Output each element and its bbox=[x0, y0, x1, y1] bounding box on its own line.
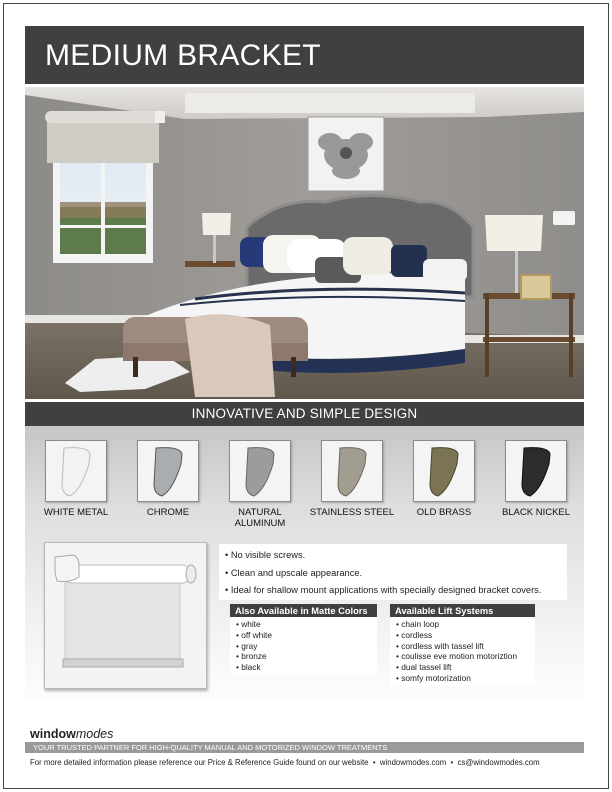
bracket-shape bbox=[62, 448, 90, 496]
finish-label: NATURAL ALUMINUM bbox=[234, 507, 286, 529]
bracket-shape bbox=[430, 448, 458, 496]
matte-colors-list bbox=[230, 617, 377, 675]
tagline-text: YOUR TRUSTED PARTNER FOR HIGH-QUALITY MANUAL AND MOTORIZED WINDOW TREATMENTS bbox=[33, 743, 388, 752]
feature-list bbox=[219, 544, 567, 600]
footer: For more detailed information please reference our Price & Reference Guide found on our website • windowmodes.com • cs@windowmodes.com bbox=[30, 758, 540, 767]
tagline-bar bbox=[25, 742, 584, 753]
finish-swatch-chrome bbox=[122, 440, 214, 518]
black-nickel-bracket-icon bbox=[505, 440, 567, 502]
lift-systems-heading: Available Lift Systems bbox=[390, 604, 535, 617]
list-item: • dual tassel lift bbox=[396, 662, 452, 673]
stainless-steel-bracket-icon bbox=[321, 440, 383, 502]
website-link[interactable]: windowmodes.com bbox=[379, 758, 447, 767]
bracket-shape bbox=[522, 448, 550, 496]
finish-swatch-white-metal bbox=[30, 440, 122, 518]
natural-aluminum-bracket-icon bbox=[229, 440, 291, 502]
finish-swatch-black-nickel bbox=[490, 440, 582, 518]
list-item: • cordless with tassel lift bbox=[396, 640, 484, 651]
list-item: • coulisse eve motion motoriztion bbox=[396, 651, 517, 662]
email-link[interactable]: cs@windowmodes.com bbox=[457, 758, 540, 767]
brand-name-italic: modes bbox=[75, 727, 114, 741]
old-brass-bracket-icon bbox=[413, 440, 475, 502]
list-item: • gray bbox=[236, 640, 258, 651]
matte-colors-heading: Also Available in Matte Colors bbox=[230, 604, 377, 617]
brand-logo bbox=[30, 727, 113, 741]
title-bar bbox=[25, 26, 584, 84]
finish-swatch-natural-aluminum bbox=[214, 440, 306, 529]
finish-swatch-old-brass bbox=[398, 440, 490, 518]
list-item: • somfy motorization bbox=[396, 672, 471, 683]
footer-text: For more detailed information please reference our Price & Reference Guide found on our website bbox=[30, 758, 369, 767]
list-item: • black bbox=[236, 662, 261, 673]
chrome-bracket-icon bbox=[137, 440, 199, 502]
finish-label: WHITE METAL bbox=[43, 507, 109, 518]
bedroom-photo bbox=[25, 87, 584, 399]
finish-label: STAINLESS STEEL bbox=[309, 507, 395, 518]
list-item: • cordless bbox=[396, 629, 433, 640]
finish-label: CHROME bbox=[146, 507, 190, 518]
roller-shade-bracket-illustration bbox=[45, 543, 206, 688]
finish-label: OLD BRASS bbox=[416, 507, 472, 518]
feature-item: • No visible screws. bbox=[225, 550, 306, 560]
bracket-shape bbox=[338, 448, 366, 496]
bracket-shape bbox=[154, 448, 182, 496]
finishes-panel bbox=[25, 426, 584, 701]
section-title: INNOVATIVE AND SIMPLE DESIGN bbox=[191, 406, 418, 421]
white-metal-bracket-icon bbox=[45, 440, 107, 502]
list-item: • bronze bbox=[236, 651, 267, 662]
list-item: • off white bbox=[236, 629, 272, 640]
bracket-shape bbox=[246, 448, 274, 496]
feature-item: • Ideal for shallow mount applications with specially designed bracket covers. bbox=[225, 585, 542, 595]
brand-name-bold: window bbox=[30, 727, 76, 741]
feature-item: • Clean and upscale appearance. bbox=[225, 567, 363, 578]
finish-swatch-stainless-steel bbox=[306, 440, 398, 518]
list-item: • chain loop bbox=[396, 619, 440, 629]
finish-label: BLACK NICKEL bbox=[501, 507, 571, 518]
lift-systems-box bbox=[390, 604, 535, 686]
bedroom-photo-illustration bbox=[25, 87, 584, 399]
lift-systems-list bbox=[390, 617, 535, 686]
section-band bbox=[25, 402, 584, 426]
matte-colors-box bbox=[230, 604, 377, 675]
list-item: • white bbox=[236, 619, 261, 629]
product-image bbox=[44, 542, 207, 689]
page-title: MEDIUM BRACKET bbox=[45, 39, 321, 72]
